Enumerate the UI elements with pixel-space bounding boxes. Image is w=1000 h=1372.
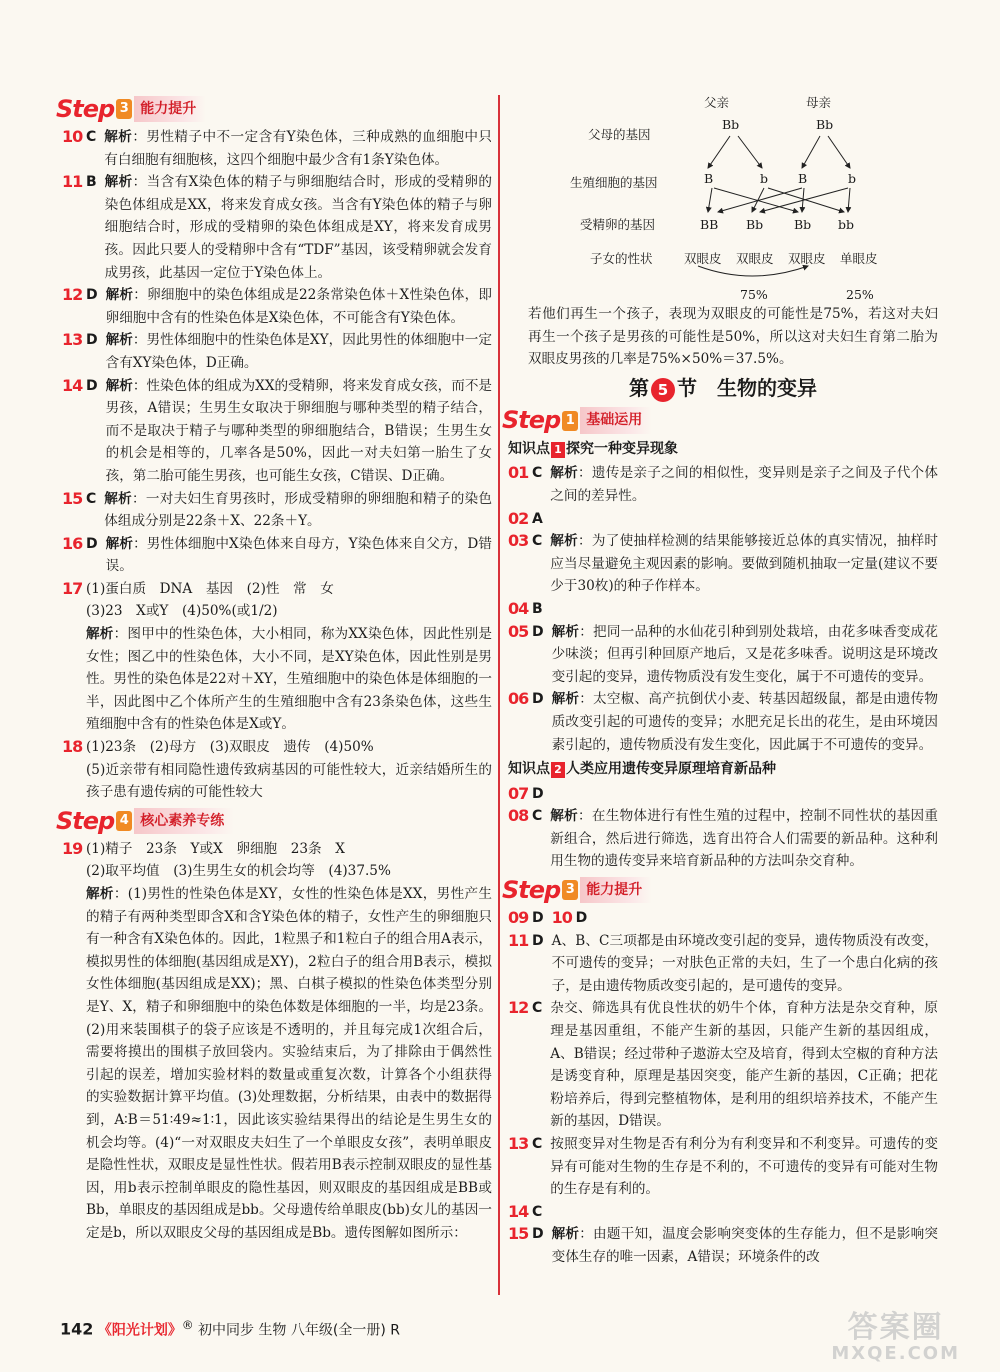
answer-item-10: [62, 126, 492, 171]
zygote-4: bb: [838, 217, 855, 232]
column-divider: [498, 95, 500, 1295]
answer-item-12: [62, 284, 492, 329]
answer-item-12-right: [508, 997, 938, 1133]
brand-name: 《阳光计划》: [97, 1322, 182, 1339]
question-number: 14: [62, 375, 83, 395]
answer-letter: C: [532, 1000, 543, 1017]
step-word: Step: [56, 94, 115, 123]
answer-letter: D: [86, 535, 98, 552]
answer-letter: D: [575, 910, 588, 927]
step-label: 能力提升: [134, 96, 206, 123]
answer-letter: D: [86, 332, 98, 349]
section-name: 节 生物的变异: [677, 375, 817, 400]
answer-item-14-right: [508, 1201, 938, 1224]
registered-mark: ®: [181, 1318, 194, 1332]
answer-line: (3)23 X或Y (4)50%(或1/2): [86, 603, 278, 620]
step4-header: [56, 806, 492, 836]
explanation-tag: 解析: [86, 886, 114, 902]
answer-item-05: [508, 621, 938, 689]
gamete-2: b: [760, 171, 769, 186]
question-number: 07: [508, 783, 529, 803]
answer-letter: D: [86, 287, 98, 304]
answer-item-04: [508, 598, 938, 621]
explanation: [552, 621, 938, 689]
answer-letter: C: [86, 129, 97, 145]
gamete-gene-label: 生殖细胞的基因: [570, 175, 658, 190]
answer-item-01: [508, 462, 938, 507]
answer-line: (2)取平均值 (3)生男生女的机会均等 (4)37.5%: [86, 863, 391, 880]
trait-3: 双眼皮: [788, 251, 826, 266]
step-number: 3: [562, 880, 578, 900]
answer-letter: C: [532, 1136, 543, 1152]
answer-letter: A: [532, 510, 543, 527]
question-number: 02: [508, 508, 529, 528]
explanation-tag: 解析: [551, 623, 580, 640]
step-label: 能力提升: [580, 877, 652, 904]
answer-item-19: [62, 838, 492, 861]
kp-title: 探究一种变异现象: [566, 440, 678, 457]
zygote-1: BB: [700, 217, 719, 232]
question-number: 19: [62, 838, 83, 858]
answer-item-15-right: [508, 1223, 938, 1268]
explanation-text: ：(1)男性的性染色体是XY，女性的性染色体是XX，男性产生的精子有两种类型即含X和含Y染色体的精子，女性产生的卵细胞只有一种含有X染色体的。因此，1粒黑子和1粒白子的组合用A表示，模拟男性的体细胞(基因组成是XY)，2粒白子的组合用B表示，模拟女性体细胞(基因组成是XX)；黑、白棋子模拟的性染色体类型分别是Y、X，精子和卵细胞中的染色体数是体细胞的一半，均是23条。(2)用来装围棋子的袋子应该是不透明的，并且每完成1次组合后，需要将摸出的围棋子放回袋内。实验结束后，为了排除由于偶然性引起的误差，增加实验材料的数量或重复次数，计算各个小组获得的实验数据计算平均值。(3)处理数据，分析结果，由表中的数据得到，A∶B＝51∶49≈1∶1，因此该实验结果得出的结论是生男生女的机会均等。(4)“一对双眼皮夫妇生了一个单眼皮女孩”，表明单眼皮是隐性性状，双眼皮是显性性状。假若用B表示控制双眼皮的显性基因，用b表示控制单眼皮的隐性基因，则双眼皮的基因组成是BB或Bb，单眼皮的基因组成是bb。父母遗传给单眼皮(bb)女儿的基因一定是b，所以双眼皮父母的基因组成是Bb。遗传图解如图所示：: [86, 886, 493, 1241]
kp-number: 2: [551, 762, 565, 778]
question-number: 17: [62, 578, 83, 598]
explanation-text: ：在生物体进行有性生殖的过程中，控制不同性状的基因重新组合，然后进行筛选，选育出符合人们需要的新品种。这种利用生物的遗传变异来培育新品种的方法叫杂交育种。: [550, 808, 939, 870]
question-number: 01: [508, 463, 529, 483]
knowledge-point-1: [508, 438, 938, 461]
explanation-text: ：男性体细胞中的性染色体是XY，因此男性的体细胞中一定含有XY染色体，D正确。: [105, 332, 493, 371]
kp-number: 1: [551, 442, 565, 458]
father-genotype: Bb: [722, 117, 740, 132]
explanation-text: ：男性体细胞中X染色体来自母方，Y染色体来自父方，D错误。: [105, 535, 492, 575]
question-number: 14: [508, 1201, 529, 1221]
question-number: 10: [551, 908, 572, 928]
explanation-text: ：性染色体的组成为XX的受精卵，将来发育成女孩，而不是男孩，A错误；生男生女取决于卵细胞与哪种类型的精子结合，而不是取决于精子与哪种类型的卵细胞结合，B错误；生男生女的机会是相等的，几率各是50%，因此一对夫妇第一胎生了女孩，第二胎可能生男孩，也可能生女孩，C错误、D正确。: [105, 377, 493, 484]
step-label: 核心素养专练: [134, 808, 234, 835]
section-title: [508, 377, 938, 402]
question-number: 11: [62, 172, 83, 192]
explanation: [550, 805, 938, 873]
gamete-3: B: [798, 171, 808, 186]
explanation: [62, 623, 492, 736]
father-label: 父亲: [704, 95, 730, 110]
explanation-text: ：当含有X染色体的精子与卵细胞结合时，形成的受精卵的染色体组成是XX，将来发育成女孩。当含有Y染色体的精子与卵细胞结合时，形成的受精卵的染色体组成是XY，将来发育成男孩。因此只要人的受精卵中含有“TDF”基因，该受精卵就会发育成男孩，此基因一定位于Y染色体上。: [104, 174, 492, 281]
answer-item-15: [62, 488, 492, 533]
step-number: 4: [116, 811, 132, 831]
answer-item-11-right: [508, 930, 938, 998]
answer-item-18: [62, 736, 492, 759]
answer-letter: D: [532, 691, 544, 708]
answer-text: (1)蛋白质 DNA 基因 (2)性 常 女: [86, 580, 334, 597]
step-number: 1: [562, 411, 578, 431]
explanation-text: ：一对夫妇生育男孩时，形成受精卵的卵细胞和精子的染色体组成分别是22条＋X、22条＋Y。: [104, 490, 493, 530]
ratio-recessive: 25%: [846, 287, 874, 302]
explanation: [550, 462, 938, 507]
explanation-tag: 解析: [105, 287, 134, 304]
question-number: 04: [508, 598, 529, 618]
explanation-tag: 解析: [86, 626, 114, 643]
explanation-tag: 解析: [105, 332, 133, 349]
ratio-dominant: 75%: [740, 287, 768, 302]
page-number: 142: [60, 1319, 94, 1339]
answer-letter: D: [532, 785, 544, 802]
explanation-tag: 解析: [104, 490, 132, 507]
question-number: 15: [508, 1224, 529, 1244]
step-number: 3: [116, 99, 132, 119]
answer-item-07: [508, 783, 938, 806]
question-number: 11: [508, 930, 529, 950]
answer-letter: C: [532, 533, 543, 550]
explanation-text: ：太空椒、高产抗倒伏小麦、转基因超级鼠，都是由遗传物质改变引起的可遗传的变异；水肥充足长出的花生，是由环境因素引起的，遗传物质没有发生变化，因此属于不可遗传的变异。: [551, 691, 939, 753]
answer-letter: B: [86, 174, 97, 191]
kp-prefix: 知识点: [508, 440, 550, 457]
explanation-tag: 解析: [550, 808, 578, 825]
answer-line: (5)近亲带有相同隐性遗传致病基因的可能性较大，近亲结婚所生的孩子患有遗传病的可能性较大: [86, 761, 492, 801]
trait-4: 单眼皮: [840, 251, 878, 266]
explanation: [552, 1223, 938, 1268]
answer-item-11: [62, 171, 492, 284]
trait-2: 双眼皮: [736, 251, 774, 266]
kp-title: 人类应用遗传变异原理培育新品种: [566, 761, 776, 778]
question-number: 13: [508, 1134, 529, 1153]
answer-item-08: [508, 805, 938, 873]
answer-item-02: [508, 508, 938, 531]
answer-item-06: [508, 688, 938, 756]
explanation-text: ：由题干知，温度会影响突变体的生存能力，但不是影响突变体生存的唯一因素，A错误；环境条件的改: [551, 1226, 939, 1265]
explanation: [106, 284, 492, 329]
answer-item-13-right: [508, 1133, 938, 1201]
question-number: 13: [62, 330, 83, 350]
answer-text: (1)精子 23条 Y或X 卵细胞 23条 X: [86, 840, 345, 857]
knowledge-point-2: [508, 758, 938, 781]
watermark: [831, 1310, 960, 1367]
zygote-3: Bb: [794, 217, 812, 232]
explanation-text: ：把同一品种的水仙花引种到别处栽培，由花多味香变成花少味淡；但再引种回原产地后，又是花多味香。说明这是环境改变引起的变异，遗传物质没有发生变化，属于不可遗传的变异。: [551, 623, 939, 685]
explanation-tag: 解析: [551, 691, 580, 708]
answer-letter: C: [532, 808, 543, 825]
answer-item-03: [508, 530, 938, 598]
gamete-1: B: [704, 171, 714, 186]
parents-gene-label: 父母的基因: [588, 127, 651, 142]
answer-letter: C: [532, 1203, 543, 1220]
answer-letter: C: [86, 490, 97, 507]
question-number: 05: [508, 621, 529, 641]
question-number: 16: [62, 533, 83, 553]
explanation: [550, 530, 938, 598]
explanation-tag: 解析: [551, 1226, 580, 1243]
explanation-text: A、B、C三项都是由环境改变引起的变异，遗传物质没有改变，不可遗传的变异；一对肤色正常的夫妇，生了一个患白化病的孩子，是由遗传物质改变引起的，是可遗传的变异。: [551, 932, 938, 994]
watermark-url: MXQE.COM: [831, 1343, 960, 1364]
watermark-logo: 答案圈: [847, 1310, 944, 1345]
section-prefix: 第: [629, 375, 649, 400]
answer-letter: D: [532, 910, 544, 927]
step1-header: [502, 406, 938, 436]
explanation-tag: 解析: [105, 377, 133, 394]
step3-header-right: [502, 875, 938, 905]
step3-header: [56, 94, 492, 124]
mother-genotype: Bb: [816, 117, 834, 132]
step-label: 基础运用: [580, 407, 652, 434]
trait-label: 子女的性状: [590, 251, 653, 266]
kp-prefix: 知识点: [508, 761, 550, 778]
section-number: 5: [651, 378, 675, 402]
answer-letter: D: [532, 623, 544, 640]
question-number: 03: [508, 531, 529, 551]
answer-item-16: [62, 533, 492, 578]
explanation: [104, 126, 492, 171]
answer-letter: B: [532, 600, 543, 617]
answer-item-09-10: [508, 907, 938, 930]
answer-item-14: [62, 375, 492, 488]
explanation-text: ：为了使抽样检测的结果能够接近总体的真实情况，抽样时应当尽量避免主观因素的影响。要做到随机抽取一定量(建议不要少于30枚)的种子作样本。: [550, 533, 939, 595]
question-number: 06: [508, 689, 529, 709]
answer-letter: D: [532, 1226, 544, 1243]
answer-letter: D: [86, 377, 98, 394]
book-subtitle: 初中同步 生物 八年级(全一册) R: [197, 1322, 400, 1339]
explanation: [552, 688, 938, 756]
answer-text: (1)23条 (2)母方 (3)双眼皮 遗传 (4)50%: [86, 739, 374, 756]
explanation: [62, 883, 492, 1245]
explanation-text: ：图甲中的性染色体，大小相同，称为XX染色体，因此性别是女性；图乙中的性染色体，大小不同，是XY染色体，因此性别是男性。男性的染色体是22对＋XY，生殖细胞中的染色体是体细胞的一半，因此图中乙个体所产生的生殖细胞中含有23条染色体，这些生殖细胞中含有的性染色体是X或Y。: [86, 626, 493, 733]
gamete-4: b: [848, 171, 857, 186]
step-word: Step: [502, 875, 561, 904]
explanation: [106, 533, 492, 578]
step-word: Step: [56, 806, 115, 835]
explanation-text: ：男性精子中不一定含有Y染色体，三种成熟的血细胞中只有白细胞有细胞核，这四个细胞中最少含有1条Y染色体。: [104, 129, 492, 168]
explanation: [105, 171, 492, 284]
left-column: [56, 92, 493, 1245]
explanation-text: ：遗传是亲子之间的相似性，变异则是亲子之间及子代个体之间的差异性。: [550, 465, 939, 504]
question-number: 08: [508, 806, 529, 826]
mother-label: 母亲: [806, 95, 832, 110]
answer-letter: D: [532, 932, 544, 949]
explanation: [106, 329, 492, 374]
page-footer: [60, 1318, 400, 1340]
trait-1: 双眼皮: [684, 251, 722, 266]
explanation-text: 杂交、筛选具有优良性状的奶牛个体，育种方法是杂交育种，原理是基因重组，不能产生新的基因，只能产生新的基因组成，A、B错误；经过带种子遨游太空及培育，得到太空椒的育种方法是诱变育种，原理是基因突变，能产生新的基因，C正确；把花粉培养后，得到完整植物体，是利用的组织培养技术，不能产生新的基因，D错误。: [550, 1000, 938, 1130]
diagram-summary: 若他们再生一个孩子，表现为双眼皮的可能性是75%，若这对夫妇再生一个孩子是男孩的可能性是50%，所以这对夫妇生育第二胎为双眼皮男孩的几率是75%×50%＝37.5%。: [528, 306, 938, 368]
explanation-tag: 解析: [550, 465, 578, 482]
zygote-2: Bb: [746, 217, 764, 232]
question-number: 18: [62, 737, 83, 757]
explanation: [104, 488, 492, 533]
question-number: 09: [508, 908, 529, 928]
explanation-text: ：卵细胞中的染色体组成是22条常染色体＋X性染色体，即卵细胞中含有的性染色体是X染色体，不可能含有Y染色体。: [105, 287, 493, 326]
explanation-tag: 解析: [104, 129, 133, 145]
answer-item-17: [62, 578, 492, 601]
explanation-tag: 解析: [104, 174, 133, 191]
question-number: 12: [62, 285, 83, 305]
question-number: 15: [62, 488, 83, 508]
right-column: [502, 88, 939, 1269]
zygote-gene-label: 受精卵的基因: [580, 217, 656, 232]
inheritance-diagram: [508, 88, 938, 303]
step-word: Step: [502, 406, 561, 435]
explanation: [106, 375, 492, 488]
question-number: 10: [62, 127, 83, 146]
explanation-tag: 解析: [550, 533, 578, 550]
explanation-text: 按照变异对生物是否有利分为有利变异和不利变异。可遗传的变异有可能对生物的生存是不利的，不可遗传的变异有可能对生物的生存是有利的。: [550, 1136, 938, 1198]
question-number: 12: [508, 998, 529, 1018]
answer-item-13: [62, 329, 492, 374]
explanation-tag: 解析: [105, 535, 134, 552]
answer-letter: C: [532, 465, 543, 482]
